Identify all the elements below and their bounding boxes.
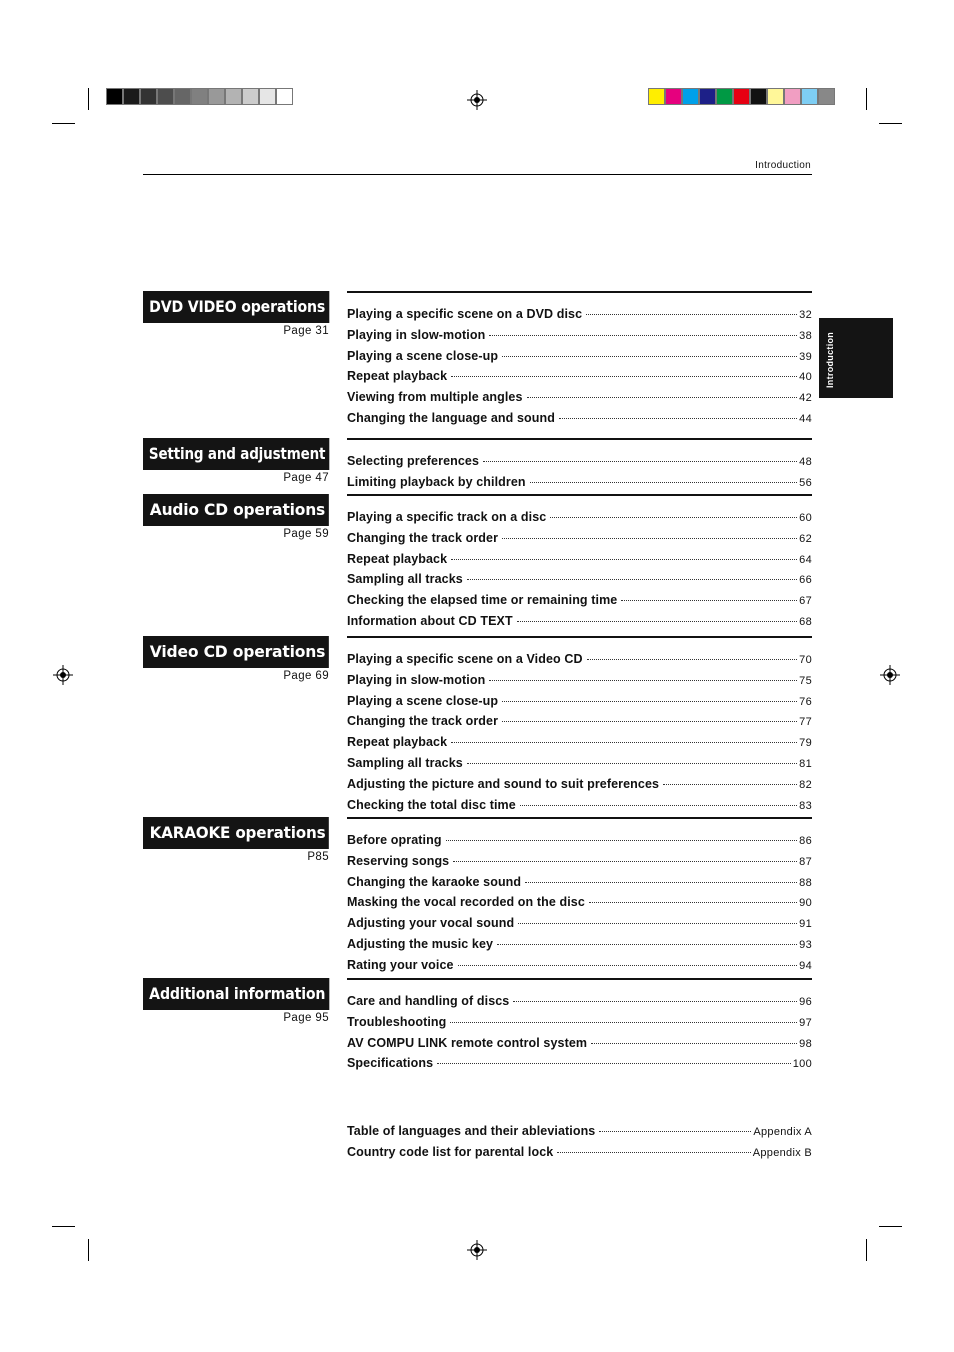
- entry-page-number: 32: [799, 309, 812, 321]
- entry-page-number: 75: [799, 674, 812, 687]
- section-title: KARAOKE operations: [143, 817, 329, 849]
- dot-leader: [530, 482, 798, 483]
- dot-leader: [451, 559, 797, 560]
- section-rule: [347, 978, 812, 980]
- section-rule: [347, 817, 812, 819]
- color-swatch: [140, 88, 157, 105]
- entry-title: Adjusting the picture and sound to suit preferences: [347, 776, 660, 791]
- dot-leader: [497, 944, 797, 945]
- crop-mark: [879, 1226, 902, 1227]
- toc-entry: [347, 854, 812, 875]
- toc-entry: [347, 937, 812, 958]
- entry-page-number: 42: [799, 392, 812, 405]
- color-swatch: [682, 88, 699, 105]
- entry-title: Troubleshooting: [347, 1014, 447, 1029]
- color-swatch: [157, 88, 174, 105]
- section-rule: [347, 438, 812, 440]
- entry-page-number: 83: [799, 799, 812, 812]
- section-rule: [347, 494, 812, 496]
- section-start-page: Page 69: [283, 670, 329, 682]
- section-title: Audio CD operations: [143, 494, 329, 526]
- dot-leader: [589, 902, 797, 903]
- registration-mark-icon: [880, 665, 900, 685]
- entry-page-number: 62: [799, 532, 812, 545]
- entry-page-number: 97: [799, 1016, 812, 1029]
- dot-leader: [599, 1131, 751, 1132]
- color-swatch: [276, 88, 293, 105]
- dot-leader: [453, 861, 797, 862]
- entry-title: Masking the vocal recorded on the disc: [347, 895, 585, 910]
- entry-title: Sampling all tracks: [347, 755, 463, 770]
- dot-leader: [467, 579, 797, 580]
- section-start-page: Page 95: [283, 1012, 329, 1024]
- toc-section: [143, 636, 812, 824]
- entry-page-number: 88: [799, 876, 812, 889]
- color-swatch: [123, 88, 140, 105]
- toc-entry: [347, 1056, 812, 1077]
- color-swatch: [767, 88, 784, 105]
- dot-leader: [587, 659, 798, 660]
- registration-mark-icon: [467, 1240, 487, 1260]
- toc-entry: [347, 798, 812, 819]
- dot-leader: [517, 621, 797, 622]
- crop-mark: [52, 1226, 75, 1227]
- entry-title: Changing the track order: [347, 530, 499, 545]
- entry-page-number: 76: [799, 695, 812, 708]
- entry-title: Country code list for parental lock: [347, 1144, 554, 1159]
- color-swatch: [208, 88, 225, 105]
- registration-mark-icon: [53, 665, 73, 685]
- dot-leader: [586, 314, 797, 315]
- side-tab-label: Introduction: [825, 331, 835, 388]
- dot-leader: [520, 805, 797, 806]
- entry-title: Sampling all tracks: [347, 572, 463, 587]
- entry-page-number: 81: [799, 757, 812, 770]
- entry-page-number: 96: [799, 996, 812, 1008]
- entry-title: Checking the elapsed time or remaining time: [347, 593, 618, 608]
- toc-entry: [347, 390, 812, 411]
- appendix-entry: [347, 1124, 812, 1145]
- entry-title: AV COMPU LINK remote control system: [347, 1035, 588, 1050]
- entry-title: Playing a specific scene on a Video CD: [347, 652, 583, 666]
- entry-title: Playing a specific scene on a DVD disc: [347, 307, 583, 321]
- crop-mark: [88, 1239, 89, 1261]
- appendix-list: [347, 1124, 812, 1166]
- entry-list: [347, 833, 812, 979]
- dot-leader: [489, 335, 797, 336]
- entry-page-number: 79: [799, 737, 812, 750]
- entry-list: [347, 994, 812, 1077]
- dot-leader: [446, 840, 798, 841]
- color-swatch: [801, 88, 818, 105]
- toc-entry: [347, 593, 812, 614]
- entry-title: Before oprating: [347, 833, 442, 847]
- toc-entry: [347, 958, 812, 979]
- side-tab: [819, 318, 893, 398]
- entry-page-number: 93: [799, 938, 812, 951]
- crop-mark: [52, 123, 75, 124]
- color-swatch: [225, 88, 242, 105]
- toc-entry: [347, 510, 812, 531]
- entry-page-number: 70: [799, 654, 812, 666]
- section-title: Additional information: [143, 978, 329, 1010]
- entry-title: Adjusting the music key: [347, 936, 494, 951]
- crop-mark: [879, 123, 902, 124]
- entry-page-number: 44: [799, 412, 812, 425]
- toc-entry: [347, 895, 812, 916]
- dot-leader: [527, 397, 798, 398]
- dot-leader: [502, 356, 797, 357]
- color-swatch: [174, 88, 191, 105]
- dot-leader: [502, 721, 797, 722]
- entry-title: Reserving songs: [347, 853, 450, 868]
- entry-title: Repeat playback: [347, 551, 448, 566]
- toc-entry: [347, 1015, 812, 1036]
- toc-section: [143, 978, 812, 1082]
- color-calibration-bar: [648, 88, 835, 105]
- section-rule: [347, 291, 812, 293]
- color-swatch: [106, 88, 123, 105]
- toc-entry: [347, 531, 812, 552]
- section-start-page: Page 47: [283, 472, 329, 484]
- dot-leader: [437, 1063, 791, 1064]
- toc-section: [143, 291, 812, 437]
- dot-leader: [518, 923, 797, 924]
- toc-entry: [347, 652, 812, 673]
- dot-leader: [663, 784, 797, 785]
- entry-title: Changing the track order: [347, 714, 499, 729]
- entry-list: [347, 454, 812, 496]
- entry-title: Playing a scene close-up: [347, 348, 499, 363]
- entry-title: Rating your voice: [347, 957, 454, 972]
- toc-entry: [347, 454, 812, 475]
- entry-title: Playing a scene close-up: [347, 693, 499, 708]
- dot-leader: [557, 1152, 750, 1153]
- toc-entry: [347, 614, 812, 635]
- section-title: Setting and adjustment: [143, 438, 329, 470]
- crop-mark: [866, 1239, 867, 1261]
- toc-section: [143, 817, 812, 984]
- registration-mark-icon: [467, 90, 487, 110]
- entry-title: Repeat playback: [347, 735, 448, 750]
- entry-page-number: 48: [799, 456, 812, 468]
- dot-leader: [525, 882, 797, 883]
- dot-leader: [502, 538, 797, 539]
- toc-entry: [347, 673, 812, 694]
- entry-title: Repeat playback: [347, 369, 448, 384]
- crop-mark: [866, 88, 867, 110]
- color-swatch: [750, 88, 767, 105]
- entry-title: Selecting preferences: [347, 454, 480, 468]
- entry-title: Changing the karaoke sound: [347, 874, 522, 889]
- entry-page-number: 64: [799, 553, 812, 566]
- appendix-entry: [347, 1145, 812, 1166]
- section-start-page: P85: [307, 851, 329, 863]
- entry-list: [347, 510, 812, 635]
- entry-page-number: 60: [799, 512, 812, 524]
- color-swatch: [242, 88, 259, 105]
- toc-entry: [347, 349, 812, 370]
- entry-list: [347, 652, 812, 818]
- entry-title: Viewing from multiple angles: [347, 390, 523, 405]
- toc-entry: [347, 875, 812, 896]
- dot-leader: [513, 1001, 797, 1002]
- toc-entry: [347, 369, 812, 390]
- header-rule: [143, 174, 812, 175]
- toc-section: [143, 438, 812, 500]
- toc-entry: [347, 411, 812, 432]
- toc-entry: [347, 552, 812, 573]
- entry-title: Specifications: [347, 1056, 434, 1071]
- entry-title: Limiting playback by children: [347, 474, 526, 489]
- toc-entry: [347, 307, 812, 328]
- dot-leader: [458, 965, 798, 966]
- entry-title: Information about CD TEXT: [347, 613, 513, 628]
- toc-entry: [347, 994, 812, 1015]
- entry-page-number: 66: [799, 574, 812, 587]
- entry-page-number: Appendix A: [753, 1126, 812, 1138]
- entry-page-number: 87: [799, 855, 812, 868]
- entry-title: Table of languages and their ableviations: [347, 1124, 596, 1138]
- entry-page-number: 38: [799, 329, 812, 342]
- color-swatch: [784, 88, 801, 105]
- toc-entry: [347, 735, 812, 756]
- running-header-label: Introduction: [755, 160, 811, 171]
- toc-entry: [347, 572, 812, 593]
- dot-leader: [467, 763, 797, 764]
- dot-leader: [483, 461, 797, 462]
- dot-leader: [559, 418, 797, 419]
- color-swatch: [191, 88, 208, 105]
- section-title: DVD VIDEO operations: [143, 291, 329, 323]
- color-swatch: [818, 88, 835, 105]
- dot-leader: [489, 680, 797, 681]
- entry-title: Playing in slow-motion: [347, 672, 486, 687]
- color-swatch: [716, 88, 733, 105]
- color-swatch: [648, 88, 665, 105]
- entry-title: Adjusting your vocal sound: [347, 916, 515, 931]
- toc-entry: [347, 777, 812, 798]
- toc-entry: [347, 714, 812, 735]
- toc-entry: [347, 328, 812, 349]
- entry-page-number: 39: [799, 350, 812, 363]
- entry-page-number: 90: [799, 897, 812, 910]
- entry-page-number: 86: [799, 835, 812, 847]
- dot-leader: [550, 517, 797, 518]
- entry-page-number: 68: [799, 615, 812, 628]
- entry-page-number: 56: [799, 476, 812, 489]
- entry-page-number: 94: [799, 959, 812, 972]
- color-swatch: [699, 88, 716, 105]
- color-swatch: [259, 88, 276, 105]
- entry-page-number: 77: [799, 716, 812, 729]
- section-start-page: Page 59: [283, 528, 329, 540]
- section-rule: [347, 636, 812, 638]
- toc-section: [143, 494, 812, 640]
- toc-entry: [347, 756, 812, 777]
- toc-entry: [347, 916, 812, 937]
- color-swatch: [665, 88, 682, 105]
- dot-leader: [621, 600, 797, 601]
- crop-mark: [88, 88, 89, 110]
- entry-title: Changing the language and sound: [347, 410, 555, 425]
- entry-page-number: Appendix B: [752, 1146, 812, 1159]
- dot-leader: [591, 1043, 797, 1044]
- toc-entry: [347, 833, 812, 854]
- section-title: Video CD operations: [143, 636, 329, 668]
- color-swatch: [733, 88, 750, 105]
- entry-page-number: 98: [799, 1037, 812, 1050]
- dot-leader: [502, 701, 797, 702]
- toc-entry: [347, 694, 812, 715]
- toc-entry: [347, 475, 812, 496]
- entry-page-number: 67: [799, 595, 812, 608]
- entry-page-number: 40: [799, 371, 812, 384]
- entry-title: Checking the total disc time: [347, 797, 516, 812]
- toc-entry: [347, 1036, 812, 1057]
- entry-title: Playing in slow-motion: [347, 327, 486, 342]
- section-start-page: Page 31: [283, 325, 329, 337]
- entry-page-number: 82: [799, 778, 812, 791]
- entry-page-number: 91: [799, 918, 812, 931]
- entry-title: Care and handling of discs: [347, 994, 510, 1008]
- entry-list: [347, 307, 812, 432]
- dot-leader: [451, 376, 797, 377]
- entry-title: Playing a specific track on a disc: [347, 510, 547, 524]
- grayscale-calibration-bar: [106, 88, 293, 105]
- entry-page-number: 100: [792, 1058, 812, 1071]
- dot-leader: [451, 742, 797, 743]
- dot-leader: [450, 1022, 797, 1023]
